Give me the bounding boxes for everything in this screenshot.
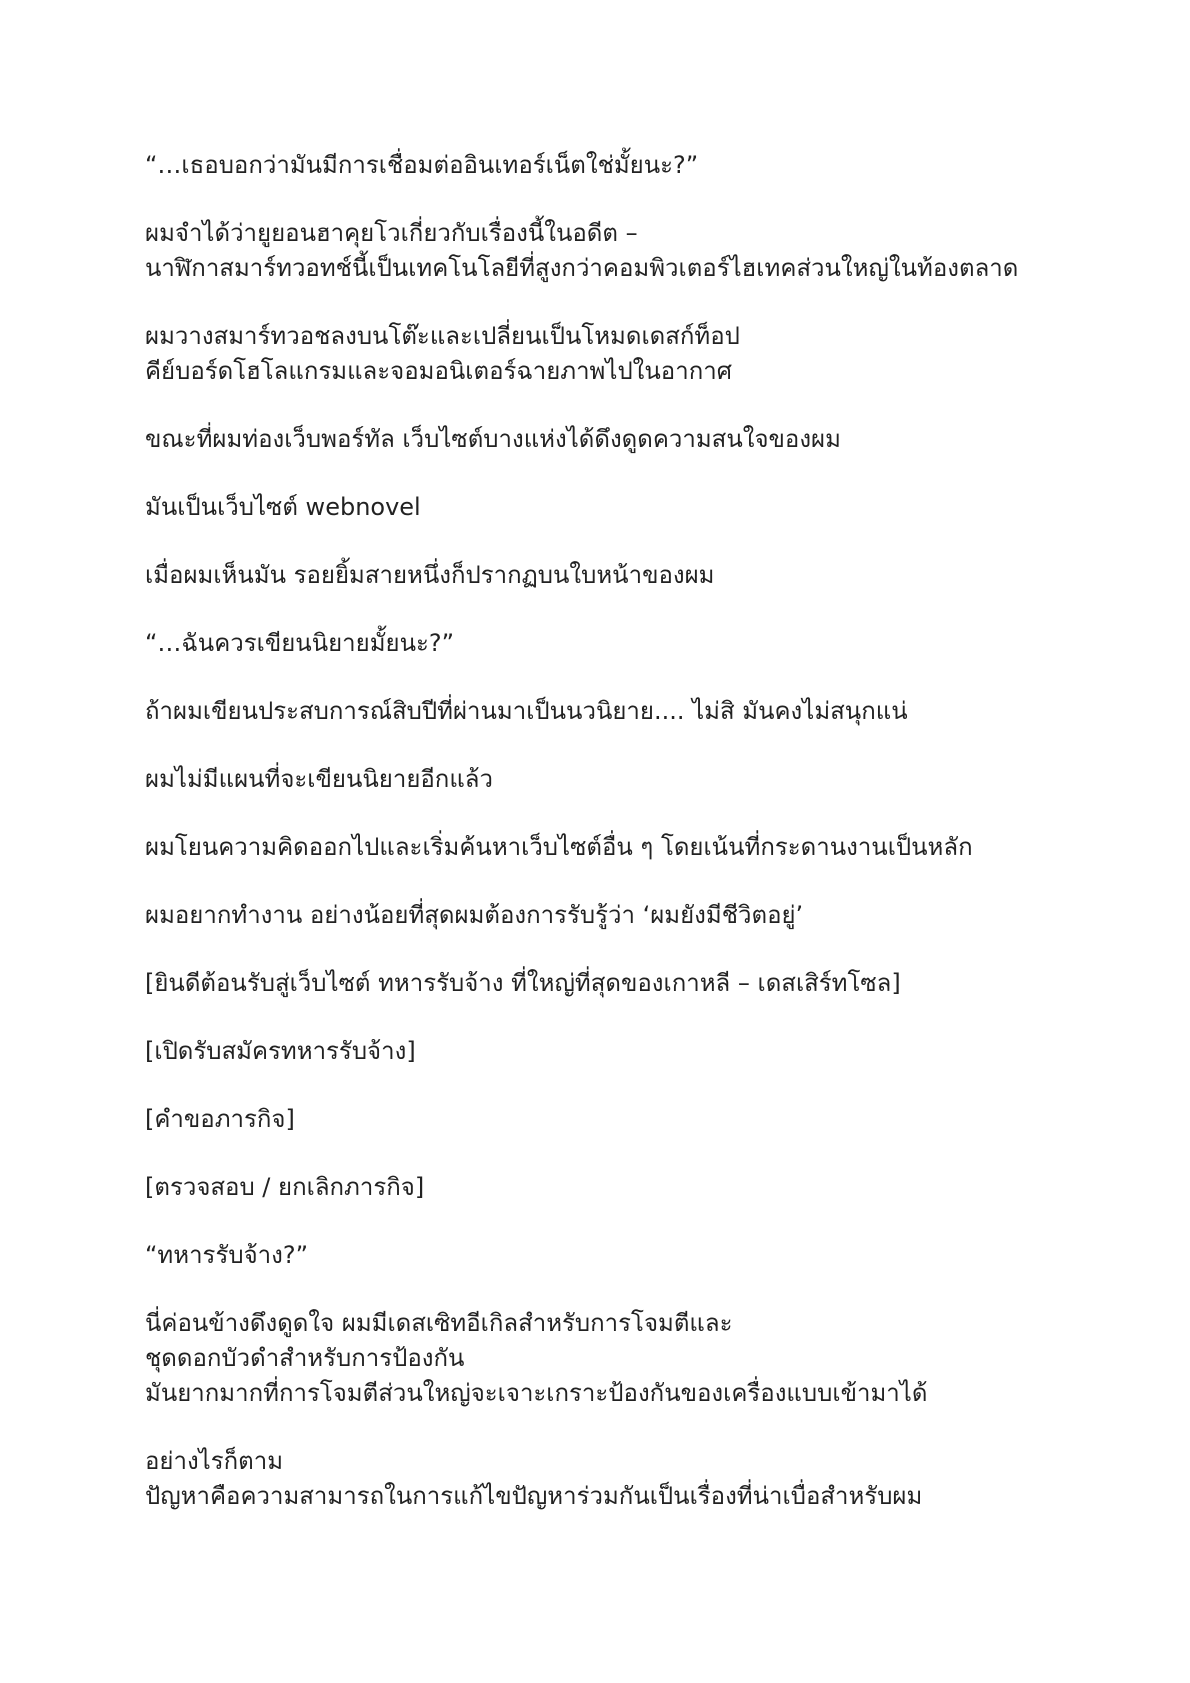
text-line: ผมโยนความคิดออกไปและเริ่มค้นหาเว็บไซต์อื่น ๆ โดยเน้นที่กระดานงานเป็นหลัก — [145, 833, 973, 861]
text-line: “ทหารรับจ้าง?” — [145, 1241, 308, 1269]
text-line: นาฬิกาสมาร์ทวอทช์นี้เป็นเทคโนโลยีที่สูงกว่าคอมพิวเตอร์ไฮเทคส่วนใหญ่ในท้องตลาด — [145, 254, 1019, 282]
paragraph — [145, 626, 1065, 661]
paragraph — [145, 558, 1065, 593]
paragraph — [145, 762, 1065, 797]
paragraph — [145, 1444, 1065, 1514]
text-line: [คำขอภารกิจ] — [145, 1105, 295, 1133]
text-line: นี่ค่อนข้างดึงดูดใจ ผมมีเดสเซิทอีเกิลสำหรับการโจมตีและ — [145, 1309, 733, 1337]
paragraph — [145, 216, 1065, 286]
paragraph — [145, 830, 1065, 865]
text-line: ขณะที่ผมท่องเว็บพอร์ทัล เว็บไซต์บางแห่งได้ดึงดูดความสนใจของผม — [145, 425, 841, 453]
text-line: [ยินดีต้อนรับสู่เว็บไซต์ ทหารรับจ้าง ที่ใหญ่ที่สุดของเกาหลี – เดสเสิร์ทโซล] — [145, 969, 901, 997]
text-line: [เปิดรับสมัครทหารรับจ้าง] — [145, 1037, 416, 1065]
text-line: เมื่อผมเห็นมัน รอยยิ้มสายหนึ่งก็ปรากฏบนใบหน้าของผม — [145, 561, 715, 589]
paragraph — [145, 1238, 1065, 1273]
text-line: “…เธอบอกว่ามันมีการเชื่อมต่ออินเทอร์เน็ตใช่มั้ยนะ?” — [145, 151, 699, 179]
text-line: ผมไม่มีแผนที่จะเขียนนิยายอีกแล้ว — [145, 765, 493, 793]
paragraph — [145, 490, 1065, 525]
paragraph — [145, 148, 1065, 183]
paragraph — [145, 1102, 1065, 1137]
text-line: มันยากมากที่การโจมตีส่วนใหญ่จะเจาะเกราะป้องกันของเครื่องแบบเข้ามาได้ — [145, 1379, 928, 1407]
text-line: ผมอยากทำงาน อย่างน้อยที่สุดผมต้องการรับรู้ว่า ‘ผมยังมีชีวิตอยู่’ — [145, 901, 804, 929]
text-line: คีย์บอร์ดโฮโลแกรมและจอมอนิเตอร์ฉายภาพไปในอากาศ — [145, 357, 732, 385]
paragraph — [145, 966, 1065, 1001]
paragraph — [145, 898, 1065, 933]
document-body — [145, 148, 1065, 1547]
text-line: ถ้าผมเขียนประสบการณ์สิบปีที่ผ่านมาเป็นนวนิยาย.... ไม่สิ มันคงไม่สนุกแน่ — [145, 697, 908, 725]
text-line: มันเป็นเว็บไซต์ webnovel — [145, 493, 421, 521]
text-line: อย่างไรก็ตาม — [145, 1447, 284, 1475]
text-line: ชุดดอกบัวดำสำหรับการป้องกัน — [145, 1344, 465, 1372]
text-line: “…ฉันควรเขียนนิยายมั้ยนะ?” — [145, 629, 455, 657]
text-line: ปัญหาคือความสามารถในการแก้ไขปัญหาร่วมกันเป็นเรื่องที่น่าเบื่อสำหรับผม — [145, 1482, 923, 1510]
text-line: [ตรวจสอบ / ยกเลิกภารกิจ] — [145, 1173, 425, 1201]
paragraph — [145, 1034, 1065, 1069]
paragraph — [145, 694, 1065, 729]
paragraph — [145, 422, 1065, 457]
paragraph — [145, 1170, 1065, 1205]
text-line: ผมจำได้ว่ายูยอนฮาคุยโวเกี่ยวกับเรื่องนี้ในอดีต – — [145, 219, 638, 247]
paragraph — [145, 1306, 1065, 1411]
text-line: ผมวางสมาร์ทวอชลงบนโต๊ะและเปลี่ยนเป็นโหมดเดสก์ท็อป — [145, 322, 740, 350]
paragraph — [145, 319, 1065, 389]
